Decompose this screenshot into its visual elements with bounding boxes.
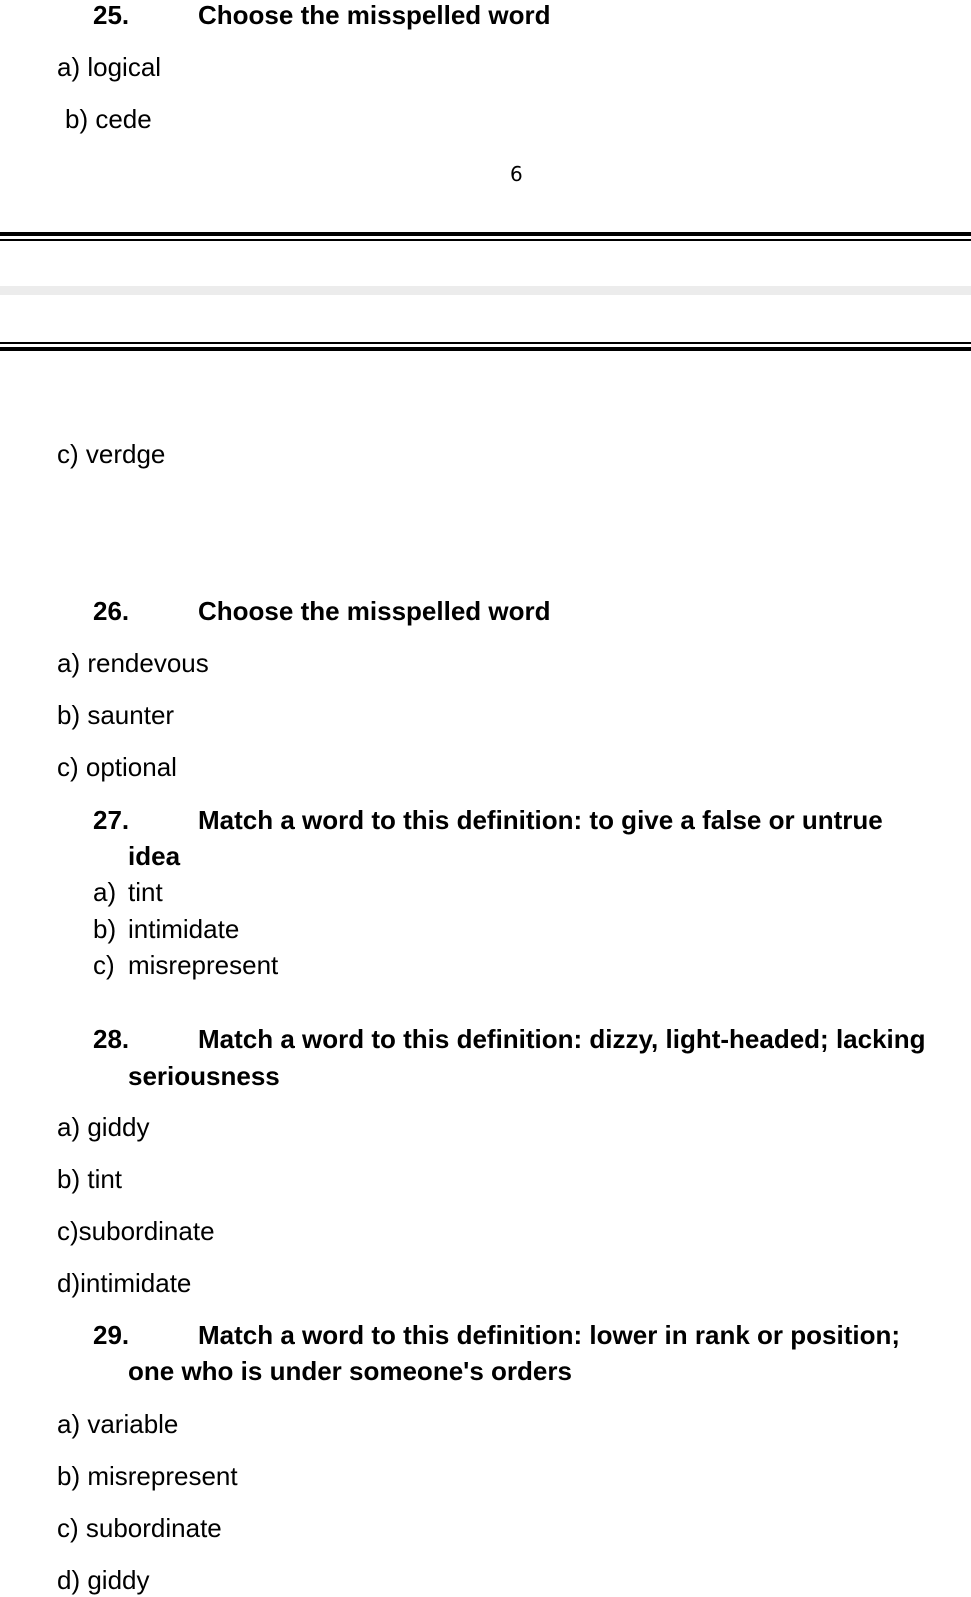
question-number-29: 29. <box>93 1320 130 1350</box>
option-26-c: c) optional <box>57 752 177 782</box>
option-28-b: b) tint <box>57 1164 123 1194</box>
page-break-rule-bottom-thin <box>0 342 971 344</box>
question-number-26: 26. <box>93 596 130 626</box>
option-28-a: a) giddy <box>57 1112 150 1142</box>
option-26-a: a) rendevous <box>57 648 209 678</box>
question-prompt-27-line1: Match a word to this definition: to give a false or untrue <box>198 805 883 835</box>
option-27-b-text: intimidate <box>128 914 240 944</box>
page-break-rule-bottom-thick <box>0 347 971 351</box>
question-prompt-25: Choose the misspelled word <box>198 0 551 30</box>
question-prompt-29-line1: Match a word to this definition: lower in rank or position; <box>198 1320 900 1350</box>
option-27-c-text: misrepresent <box>128 950 279 980</box>
option-25-c: c) verdge <box>57 439 166 469</box>
option-26-b: b) saunter <box>57 700 175 730</box>
question-number-27: 27. <box>93 805 130 835</box>
question-prompt-28-line1: Match a word to this definition: dizzy, light-headed; lacking <box>198 1024 926 1054</box>
option-28-c: c)subordinate <box>57 1216 215 1246</box>
option-27-c-letter: c) <box>93 950 115 980</box>
question-prompt-28-line2: seriousness <box>128 1061 280 1091</box>
option-27-a-letter: a) <box>93 877 117 907</box>
option-27-b-letter: b) <box>93 914 117 944</box>
question-prompt-26: Choose the misspelled word <box>198 596 551 626</box>
option-25-b: b) cede <box>65 104 152 134</box>
page-number: 6 <box>510 162 523 186</box>
page-break-rule-top-thick <box>0 232 971 236</box>
question-number-28: 28. <box>93 1024 130 1054</box>
page-gap <box>0 286 971 295</box>
option-29-a: a) variable <box>57 1409 179 1439</box>
option-29-c: c) subordinate <box>57 1513 222 1543</box>
page-break-rule-top-thin <box>0 239 971 241</box>
option-29-b: b) misrepresent <box>57 1461 238 1491</box>
option-27-a-text: tint <box>128 877 163 907</box>
option-28-d: d)intimidate <box>57 1268 192 1298</box>
option-29-d: d) giddy <box>57 1565 150 1595</box>
option-25-a: a) logical <box>57 52 162 82</box>
question-prompt-29-line2: one who is under someone's orders <box>128 1356 572 1386</box>
question-prompt-27-line2: idea <box>128 841 181 871</box>
question-number-25: 25. <box>93 0 130 30</box>
